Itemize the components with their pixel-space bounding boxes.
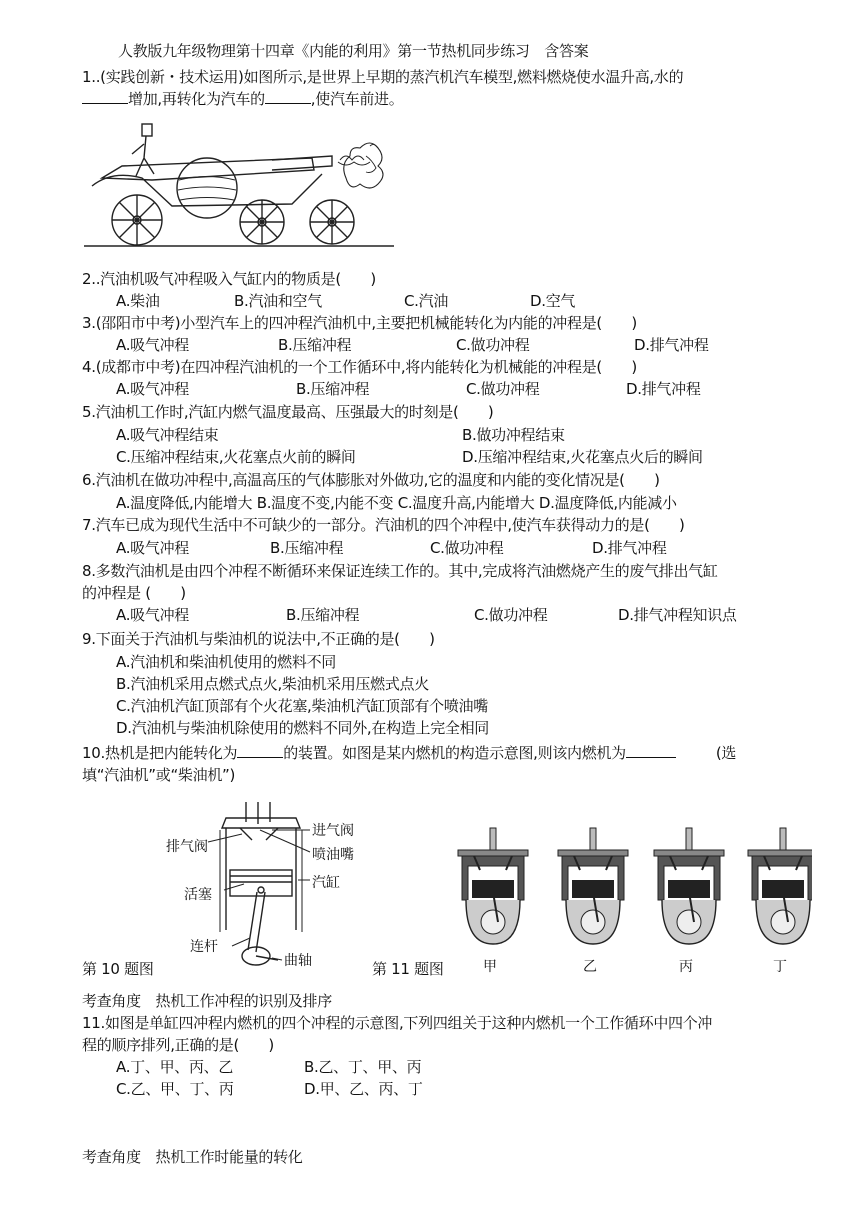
q6-options: A.温度降低,内能增大 B.温度不变,内能不变 C.温度升高,内能增大 D.温度降低,内能减小 [116,494,677,512]
fig11-caption: 第 11 题图 [372,960,444,978]
answer-blank [626,743,676,758]
q4-stem: 4.(成都市中考)在四冲程汽油机的一个工作循环中,将内能转化为机械能的冲程是( ) [82,358,637,376]
q4-option-b: B.压缩冲程 [296,380,370,398]
q7-option-c: C.做功冲程 [430,539,504,557]
q1-line2 [82,88,822,110]
q11-stem-line1: 11.如图是单缸四冲程内燃机的四个冲程的示意图,下列四组关于这种内燃机一个工作循环中四个冲 [82,1014,713,1032]
fig10-caption: 第 10 题图 [82,960,154,978]
q5-option-d: D.压缩冲程结束,火花塞点火后的瞬间 [462,448,703,466]
fig11-label-yi: 乙 [583,959,597,975]
section-heading-energy-conversion: 考查角度 热机工作时能量的转化 [82,1148,303,1166]
q10-text-c: (选 [715,744,737,762]
q4-option-d: D.排气冲程 [626,380,701,398]
page-title: 人教版九年级物理第十四章《内能的利用》第一节热机同步练习 含答案 [118,42,589,60]
section-heading-stroke-order: 考查角度 热机工作冲程的识别及排序 [82,992,332,1010]
q8-option-d: D.排气冲程知识点 [618,606,737,624]
q6-stem: 6.汽油机在做功冲程中,高温高压的气体膨胀对外做功,它的温度和内能的变化情况是( ) [82,471,660,489]
engine-structure-figure [160,800,380,975]
q1-text-b: ,使汽车前进。 [310,90,404,108]
q8-stem-line2: 的冲程是 ( ) [82,584,186,602]
q2-option-b: B.汽油和空气 [234,292,322,310]
fig11-label-ding: 丁 [773,959,787,975]
q8-option-b: B.压缩冲程 [286,606,360,624]
stroke-jia [458,828,528,944]
q7-option-a: A.吸气冲程 [116,539,189,557]
q7-option-b: B.压缩冲程 [270,539,344,557]
q2-option-c: C.汽油 [404,292,449,310]
q8-option-c: C.做功冲程 [474,606,548,624]
q3-stem: 3.(邵阳市中考)小型汽车上的四冲程汽油机中,主要把机械能转化为内能的冲程是( ) [82,314,637,332]
label-fuel-injector: 喷油嘴 [312,847,354,863]
q8-option-a: A.吸气冲程 [116,606,189,624]
q9-stem: 9.下面关于汽油机与柴油机的说法中,不正确的是( ) [82,630,435,648]
q10-text-a: 10.热机是把内能转化为 [82,744,238,762]
q11-option-c: C.乙、甲、丁、丙 [116,1080,234,1098]
q11-option-d: D.甲、乙、丙、丁 [304,1080,423,1098]
answer-blank [82,89,128,104]
q8-stem-line1: 8.多数汽油机是由四个冲程不断循环来保证连续工作的。其中,完成将汽油燃烧产生的废气排出气缸 [82,562,718,580]
q11-option-b: B.乙、丁、甲、丙 [304,1058,422,1076]
q3-option-c: C.做功冲程 [456,336,530,354]
fig11-label-jia: 甲 [483,959,497,975]
q3-option-b: B.压缩冲程 [278,336,352,354]
label-crankshaft: 曲轴 [284,953,312,969]
label-intake-valve: 进气阀 [312,823,354,839]
q3-option-a: A.吸气冲程 [116,336,189,354]
stroke-yi [558,828,628,944]
q10-text-b: 的装置。如图是某内燃机的构造示意图,则该内燃机为 [283,744,626,762]
q10-stem-line2: 填“汽油机”或“柴油机”) [82,766,236,784]
q9-option-c: C.汽油机汽缸顶部有个火花塞,柴油机汽缸顶部有个喷油嘴 [116,697,488,715]
q5-option-b: B.做功冲程结束 [462,426,565,444]
q9-option-b: B.汽油机采用点燃式点火,柴油机采用压燃式点火 [116,675,429,693]
stroke-bing [654,828,724,944]
stroke-ding [748,828,812,944]
q5-option-a: A.吸气冲程结束 [116,426,219,444]
answer-blank [265,89,311,104]
q9-option-d: D.汽油机与柴油机除使用的燃料不同外,在构造上完全相同 [116,719,489,737]
answer-blank [237,743,283,758]
q4-option-c: C.做功冲程 [466,380,540,398]
label-piston: 活塞 [184,887,212,903]
label-cylinder: 汽缸 [312,875,340,891]
q7-option-d: D.排气冲程 [592,539,667,557]
q3-option-d: D.排气冲程 [634,336,709,354]
q4-option-a: A.吸气冲程 [116,380,189,398]
q9-option-a: A.汽油机和柴油机使用的燃料不同 [116,653,336,671]
q11-stem-line2: 程的顺序排列,正确的是( ) [82,1036,274,1054]
q7-stem: 7.汽车已成为现代生活中不可缺少的一部分。汽油机的四个冲程中,使汽车获得动力的是( ) [82,516,685,534]
q10-stem-line1 [82,742,822,764]
four-strokes-figure [452,826,812,956]
q1-line1: 1..(实践创新・技术运用)如图所示,是世界上早期的蒸汽机汽车模型,燃料燃烧使水温升高,水的 [82,68,684,86]
q2-option-a: A.柴油 [116,292,160,310]
label-connecting-rod: 连杆 [190,939,218,955]
q5-stem: 5.汽油机工作时,汽缸内燃气温度最高、压强最大的时刻是( ) [82,403,494,421]
q1-text-a: 增加,再转化为汽车的 [128,90,265,108]
q11-option-a: A.丁、甲、丙、乙 [116,1058,234,1076]
steam-car-figure [82,118,402,253]
q2-stem: 2..汽油机吸气冲程吸入气缸内的物质是( ) [82,270,376,288]
fig11-label-bing: 丙 [679,959,693,975]
q5-option-c: C.压缩冲程结束,火花塞点火前的瞬间 [116,448,356,466]
q2-option-d: D.空气 [530,292,576,310]
label-exhaust-valve: 排气阀 [166,839,208,855]
